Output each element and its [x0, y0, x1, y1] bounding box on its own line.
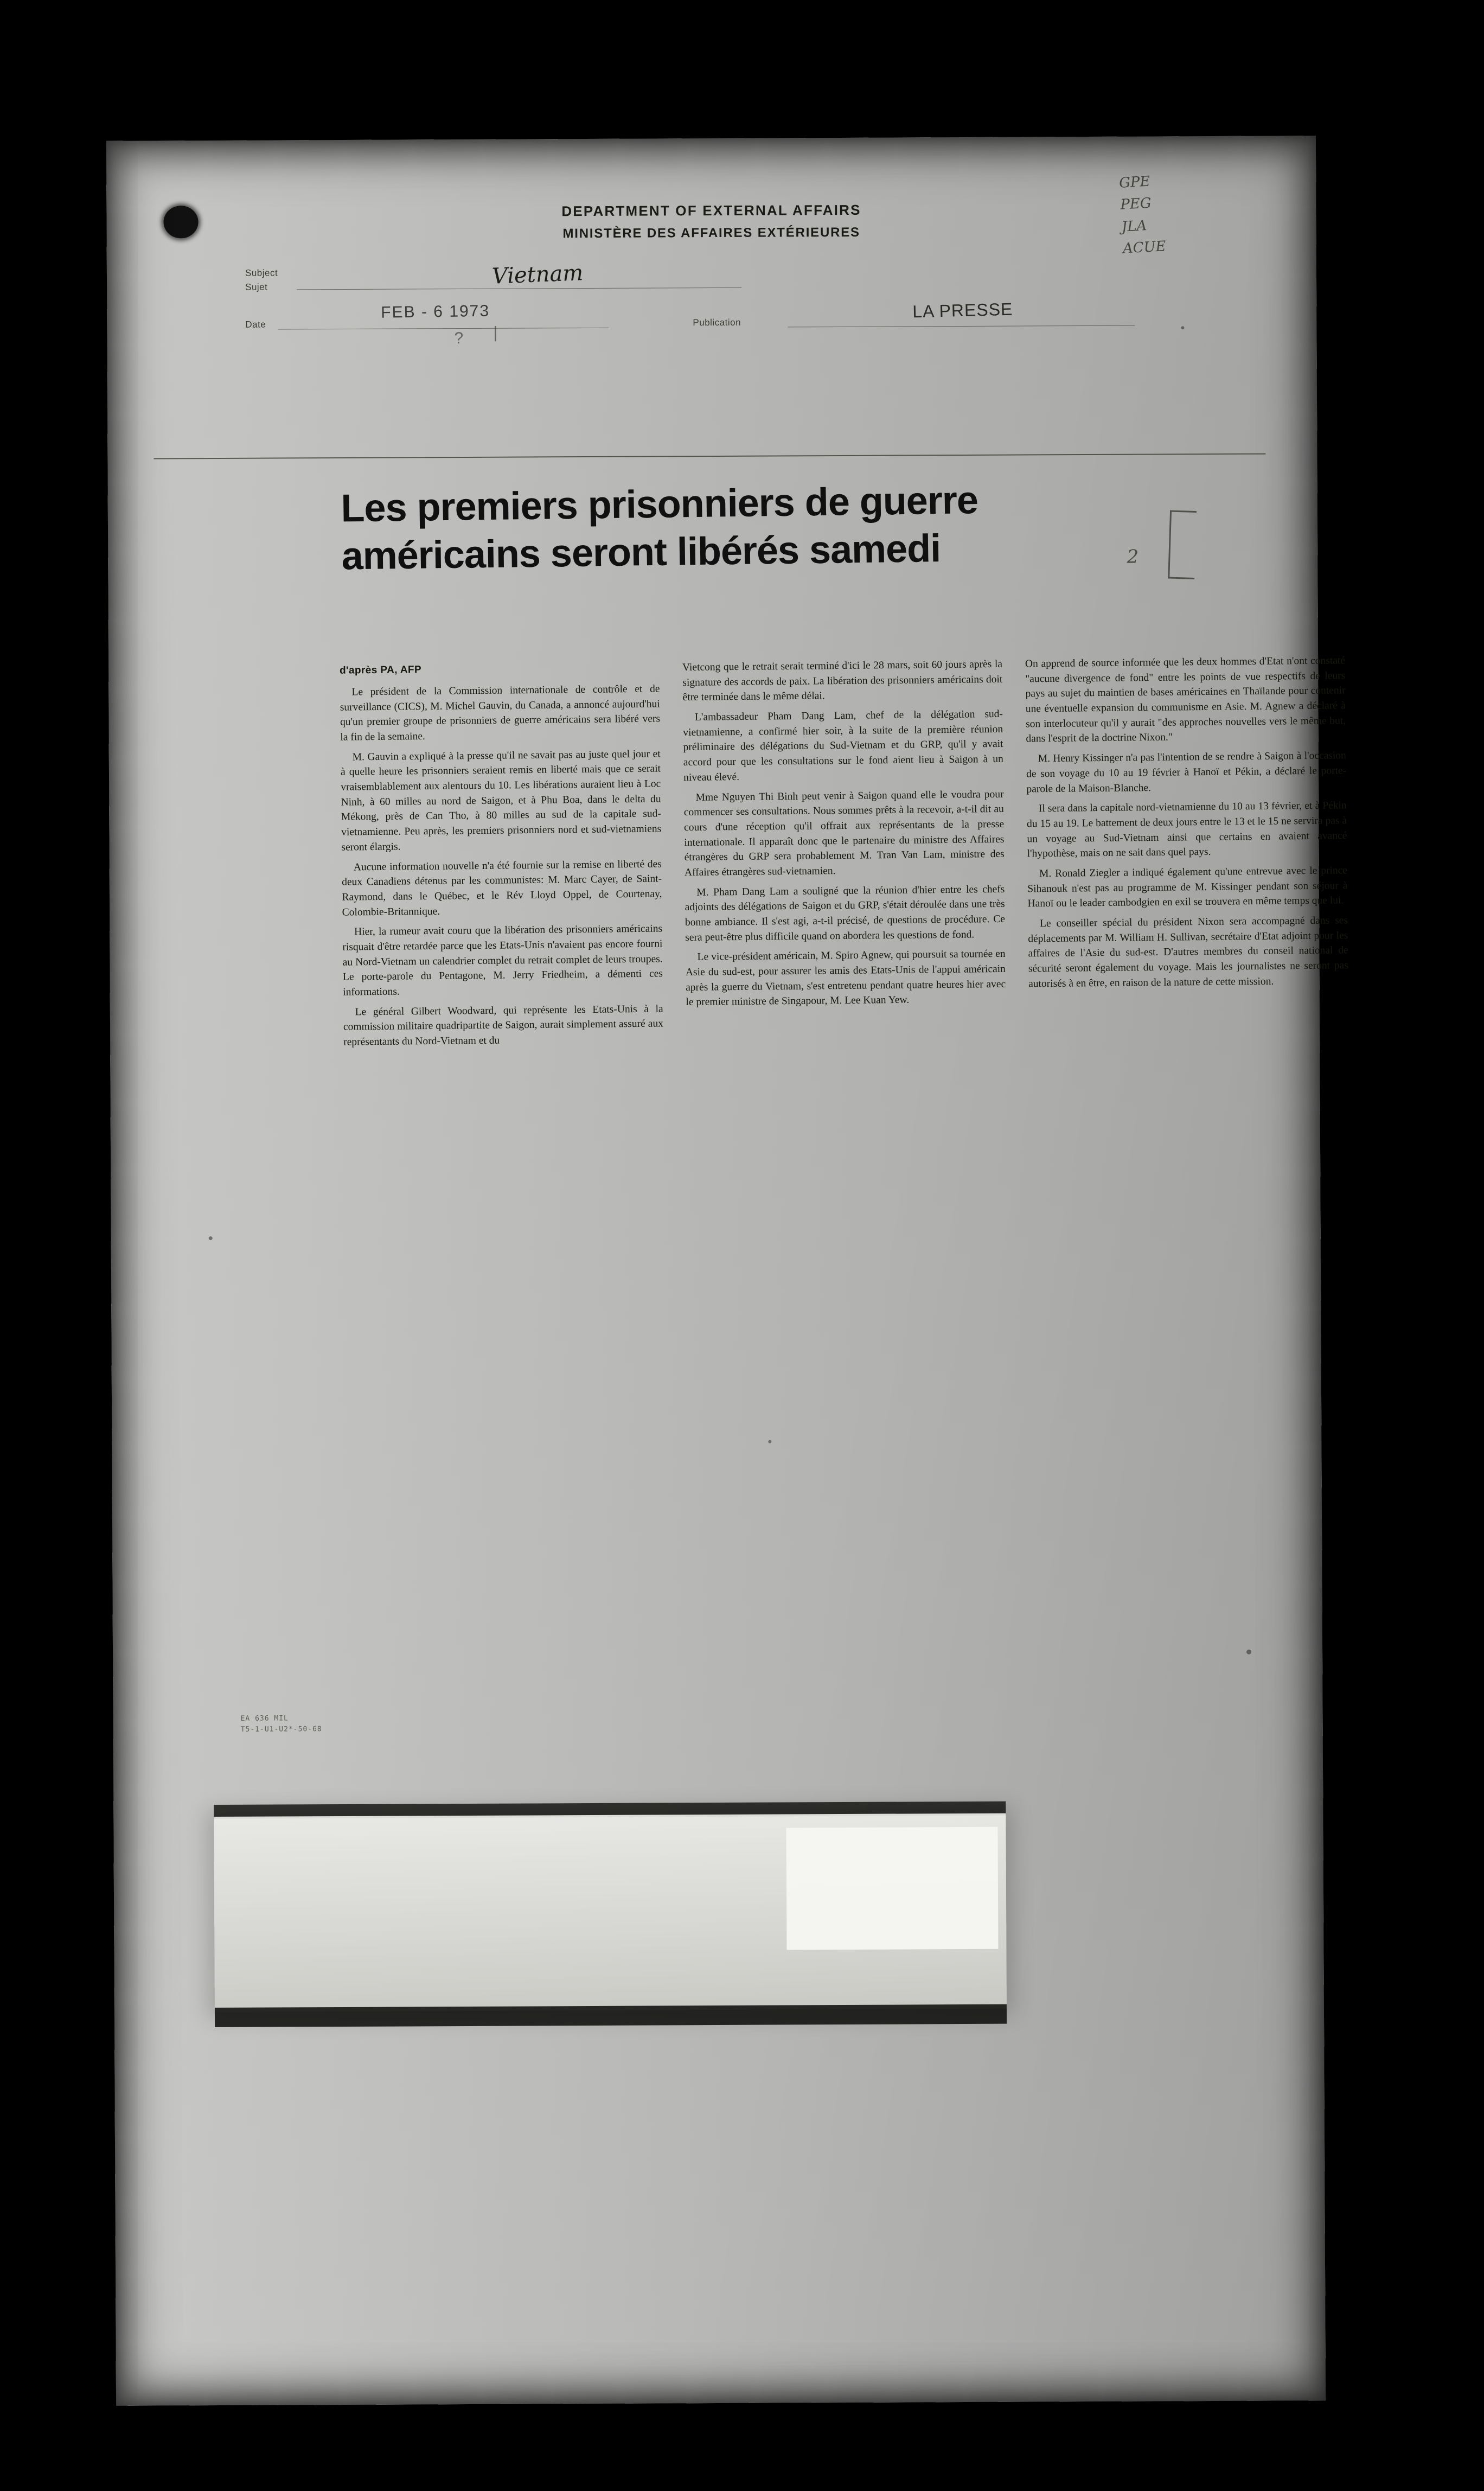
- paragraph: On apprend de source informée que les deux hommes d'Etat n'ont constaté "aucune divergence de fond" entre les points de vue respectifs de leurs pays au sujet du maintien de bases américaines en Thaïlande pour contenir une éventuelle expansion du communisme en Asie. M. Agnew a déclaré à son interlocuteur qu'il y aurait "des approches nouvelles vers le même but, dans l'esprit de la doctrine Nixon.": [1025, 655, 1346, 745]
- header-divider: [153, 454, 1265, 459]
- letterhead-french: MINISTÈRE DES AFFAIRES EXTÉRIEURES: [562, 225, 860, 241]
- paragraph: M. Henry Kissinger n'a pas l'intention de se rendre à Saigon à l'occasion de son voyage du 10 au 19 février à Hanoï et Pékin, a déclaré le porte-parole de la Maison-Blanche.: [1026, 750, 1347, 795]
- publication-label: Publication: [693, 317, 741, 328]
- paragraph: Le président de la Commission internationale de contrôle et de surveillance (CICS), M. Michel Gauvin, du Canada, a annoncé aujourd'hui qu'un premier groupe de prisonniers de guerre américains sera libéré vers la fin de la semaine.: [340, 683, 661, 743]
- subject-label-fr: Sujet: [245, 282, 268, 292]
- margin-bracket: [1168, 510, 1197, 579]
- paragraph: Le vice-président américain, M. Spiro Agnew, qui poursuit sa tournée en Asie du sud-est, pour assurer les amis des Etats-Unis de l'appui américain après la guerre du Vietnam, s'est entretenu pendant quatre heures hier avec le premier ministre de Singapour, M. Lee Kuan Yew.: [685, 948, 1006, 1008]
- date-stamp-value: FEB - 6 1973: [381, 302, 490, 322]
- paragraph: L'ambassadeur Pham Dang Lam, chef de la délégation sud-vietnamienne, a confirmé hier soir, à la suite de la première réunion préliminaire des délégations du Sud-Vietnam et du GRP, qu'il y avait accord pour que les consultations sur le fond aient lieu à Saigon à un niveau élevé.: [683, 708, 1003, 783]
- paragraph: Mme Nguyen Thi Binh peut venir à Saigon quand elle le voudra pour commencer ses consultations. Nous sommes prêts à la recevoir, a-t-il dit au cours d'une réception qu'il offrait aux représentants de la presse internationale. Il apparaît donc que le partenaire du ministre des Affaires étrangères du GRP sera probablement M. Tran Van Lam, ministre des Affaires étrangères sud-vietnamien.: [683, 788, 1005, 878]
- article-column-1: [340, 661, 664, 1055]
- article-column-2: [682, 657, 1007, 1051]
- paragraph: Le général Gilbert Woodward, qui représente les Etats-Unis à la commission militaire quadripartite de Saigon, aurait simplement assuré aux représentants du Nord-Vietnam et du: [343, 1003, 664, 1048]
- pen-tick-right: |: [493, 323, 498, 342]
- film-speck: [1181, 326, 1184, 329]
- publication-rule: [788, 325, 1135, 328]
- paragraph: Aucune information nouvelle n'a été fournie sur la remise en liberté des deux Canadiens détenus par les communistes: M. Marc Cayer, de Saint-Raymond, dans le Québec, et le Rév Lloyd Oppel, de Courtenay, Colombie-Britannique.: [342, 858, 662, 918]
- film-speck: [768, 1440, 771, 1443]
- film-edge-bottom: [215, 2004, 1007, 2027]
- article-column-3: [1025, 653, 1349, 1048]
- paragraph: Hier, la rumeur avait couru que la libération des prisonniers américains risquait d'être retardée parce que les Etats-Unis n'avaient pas encore fourni au Nord-Vietnam un calendrier complet du retrait complet de leurs troupes. Le porte-parole du Pentagone, M. Jerry Friedheim, a démenti ces informations.: [342, 923, 663, 998]
- paragraph: M. Ronald Ziegler a indiqué également qu'une entrevue avec le prince Sihanouk n'est pas au programme de M. Kissinger pendant son séjour à Hanoï ou le leader cambodgien en exil se trouvera en même temps que lui.: [1027, 865, 1348, 910]
- date-rule: [278, 328, 609, 330]
- pen-tick-left: ?: [454, 329, 464, 348]
- form-footer-codes: EA 636 MIL T5-1-U1-U2*-50-68: [240, 1714, 322, 1734]
- document-sheet: [106, 136, 1348, 2406]
- letterhead-english: DEPARTMENT OF EXTERNAL AFFAIRS: [561, 201, 861, 220]
- subject-label-en: Subject: [245, 267, 278, 278]
- article-byline: d'après PA, AFP: [339, 664, 422, 676]
- overexposed-patch: [786, 1827, 998, 1950]
- margin-number: 2: [1127, 546, 1139, 568]
- article-headline: Les premiers prisonniers de guerre américains seront libérés samedi: [340, 478, 978, 578]
- paragraph: Il sera dans la capitale nord-vietnamienne du 10 au 13 février, et à Pékin du 15 au 19. Le battement de deux jours entre le 13 et le 15 ne servira pas à un voyage au Sud-Vietnam ainsi que certains en avaient avancé l'hypothèse, mais on ne sait dans quel pays.: [1026, 800, 1347, 860]
- publication-value: LA PRESSE: [912, 299, 1013, 322]
- paragraph: M. Gauvin a expliqué à la presse qu'il ne savait pas au juste quel jour et à quelle heure les prisonniers seraient remis en liberté mais que ce serait vraisemblablement aux alentours du 10. Les libérations auraient lieu à Loc Ninh, à 60 milles au nord de Saigon, et à Phu Boa, dans le delta du Mékong, près de Can Tho, à 80 milles au sud de la capitale sud-vietnamienne. Peu après, les premiers prisonniers nord et sud-vietnamiens seront élargis.: [340, 748, 662, 853]
- paragraph: Vietcong que le retrait serait terminé d'ici le 28 mars, soit 60 jours après la signature des accords de paix. La libération des prisonniers américains doit être terminée dans le même délai.: [682, 658, 1003, 704]
- form-header: [245, 260, 1225, 333]
- paragraph: Le conseiller spécial du président Nixon sera accompagné dans ses déplacements par M. William H. Sullivan, secrétaire d'Etat adjoint pour les affaires de l'Asie du sud-est. D'autres membres du conseil national de sécurité seront également du voyage. Mais les journalistes ne seront pas autorisés à en être, en raison de la nature de cette mission.: [1028, 915, 1348, 990]
- date-label: Date: [245, 319, 266, 330]
- film-speck: [1246, 1650, 1251, 1655]
- corner-annotation: GPE PEG JLA ACUE: [1118, 173, 1167, 257]
- article-body: [340, 653, 1349, 1055]
- paragraph: M. Pham Dang Lam a souligné que la réunion d'hier entre les chefs adjoints des délégations de Saigon et du GRP, s'était déroulée dans une très bonne ambiance. Il s'est agi, a-t-il précisé, de questions de procédure. Ce sera peut-être plus difficile quand on abordera les questions de fond.: [685, 883, 1006, 943]
- subject-value: Vietnam: [491, 260, 584, 289]
- film-speck: [209, 1236, 213, 1240]
